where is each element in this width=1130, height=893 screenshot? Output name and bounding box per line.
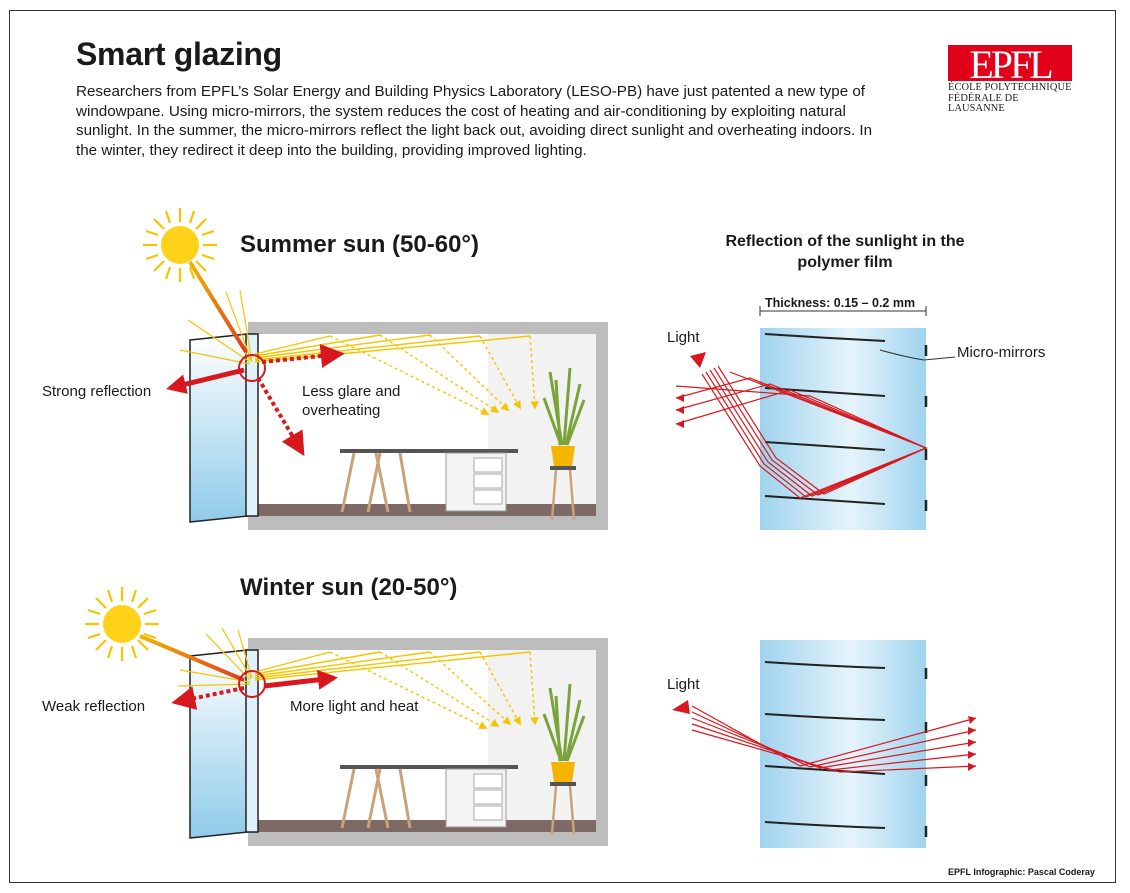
film-winter xyxy=(672,640,976,848)
winter-desk xyxy=(340,765,518,769)
summer-desk xyxy=(340,449,518,453)
winter-floor xyxy=(258,820,596,832)
micro-mirrors-label: Micro-mirrors xyxy=(957,344,1046,361)
summer-outside-label: Strong reflection xyxy=(42,383,152,400)
summer-sun xyxy=(143,208,217,282)
summer-title: Summer sun (50-60°) xyxy=(240,231,480,258)
logo-line-2: FÉDÉRALE DE LAUSANNE xyxy=(948,92,1019,114)
film-title: Reflection of the sunlight in the polymer film xyxy=(725,233,965,271)
film-summer xyxy=(676,306,955,530)
logo-line-1: ÉCOLE POLYTECHNIQUE xyxy=(948,82,1072,93)
credit-line: EPFL Infographic: Pascal Coderay xyxy=(948,867,1095,877)
page-title: Smart glazing xyxy=(76,36,282,72)
summer-inside-label: Less glare and overheating xyxy=(302,383,401,419)
winter-sun xyxy=(85,587,159,661)
winter-title: Winter sun (20-50°) xyxy=(240,574,458,601)
film-summer-slab xyxy=(760,328,926,530)
summer-room xyxy=(190,322,608,530)
film-thickness-label: Thickness: 0.15 – 0.2 mm xyxy=(765,296,916,310)
winter-room xyxy=(190,638,608,846)
film-winter-light-label: Light xyxy=(667,676,700,693)
winter-outside-label: Weak reflection xyxy=(42,698,146,715)
intro-paragraph: Researchers from EPFL’s Solar Energy and Building Physics Laboratory (LESO-PB) have just patented a new type of windowpane. Using micro-mirrors, the system reduces the cost of heating and air-conditioning by exploiting natural sunlight. In the summer, the micro-mirrors reflect the light back out, avoiding direct sunlight and overheating indoors. In the winter, they redirect it deep into the building, providing improved lighting. xyxy=(76,83,873,159)
film-summer-light-label: Light xyxy=(667,329,700,346)
film-winter-slab xyxy=(760,640,926,848)
summer-floor xyxy=(258,504,596,516)
logo-mark-text: EPFL xyxy=(969,45,1051,81)
winter-inside-label: More light and heat xyxy=(290,698,419,715)
